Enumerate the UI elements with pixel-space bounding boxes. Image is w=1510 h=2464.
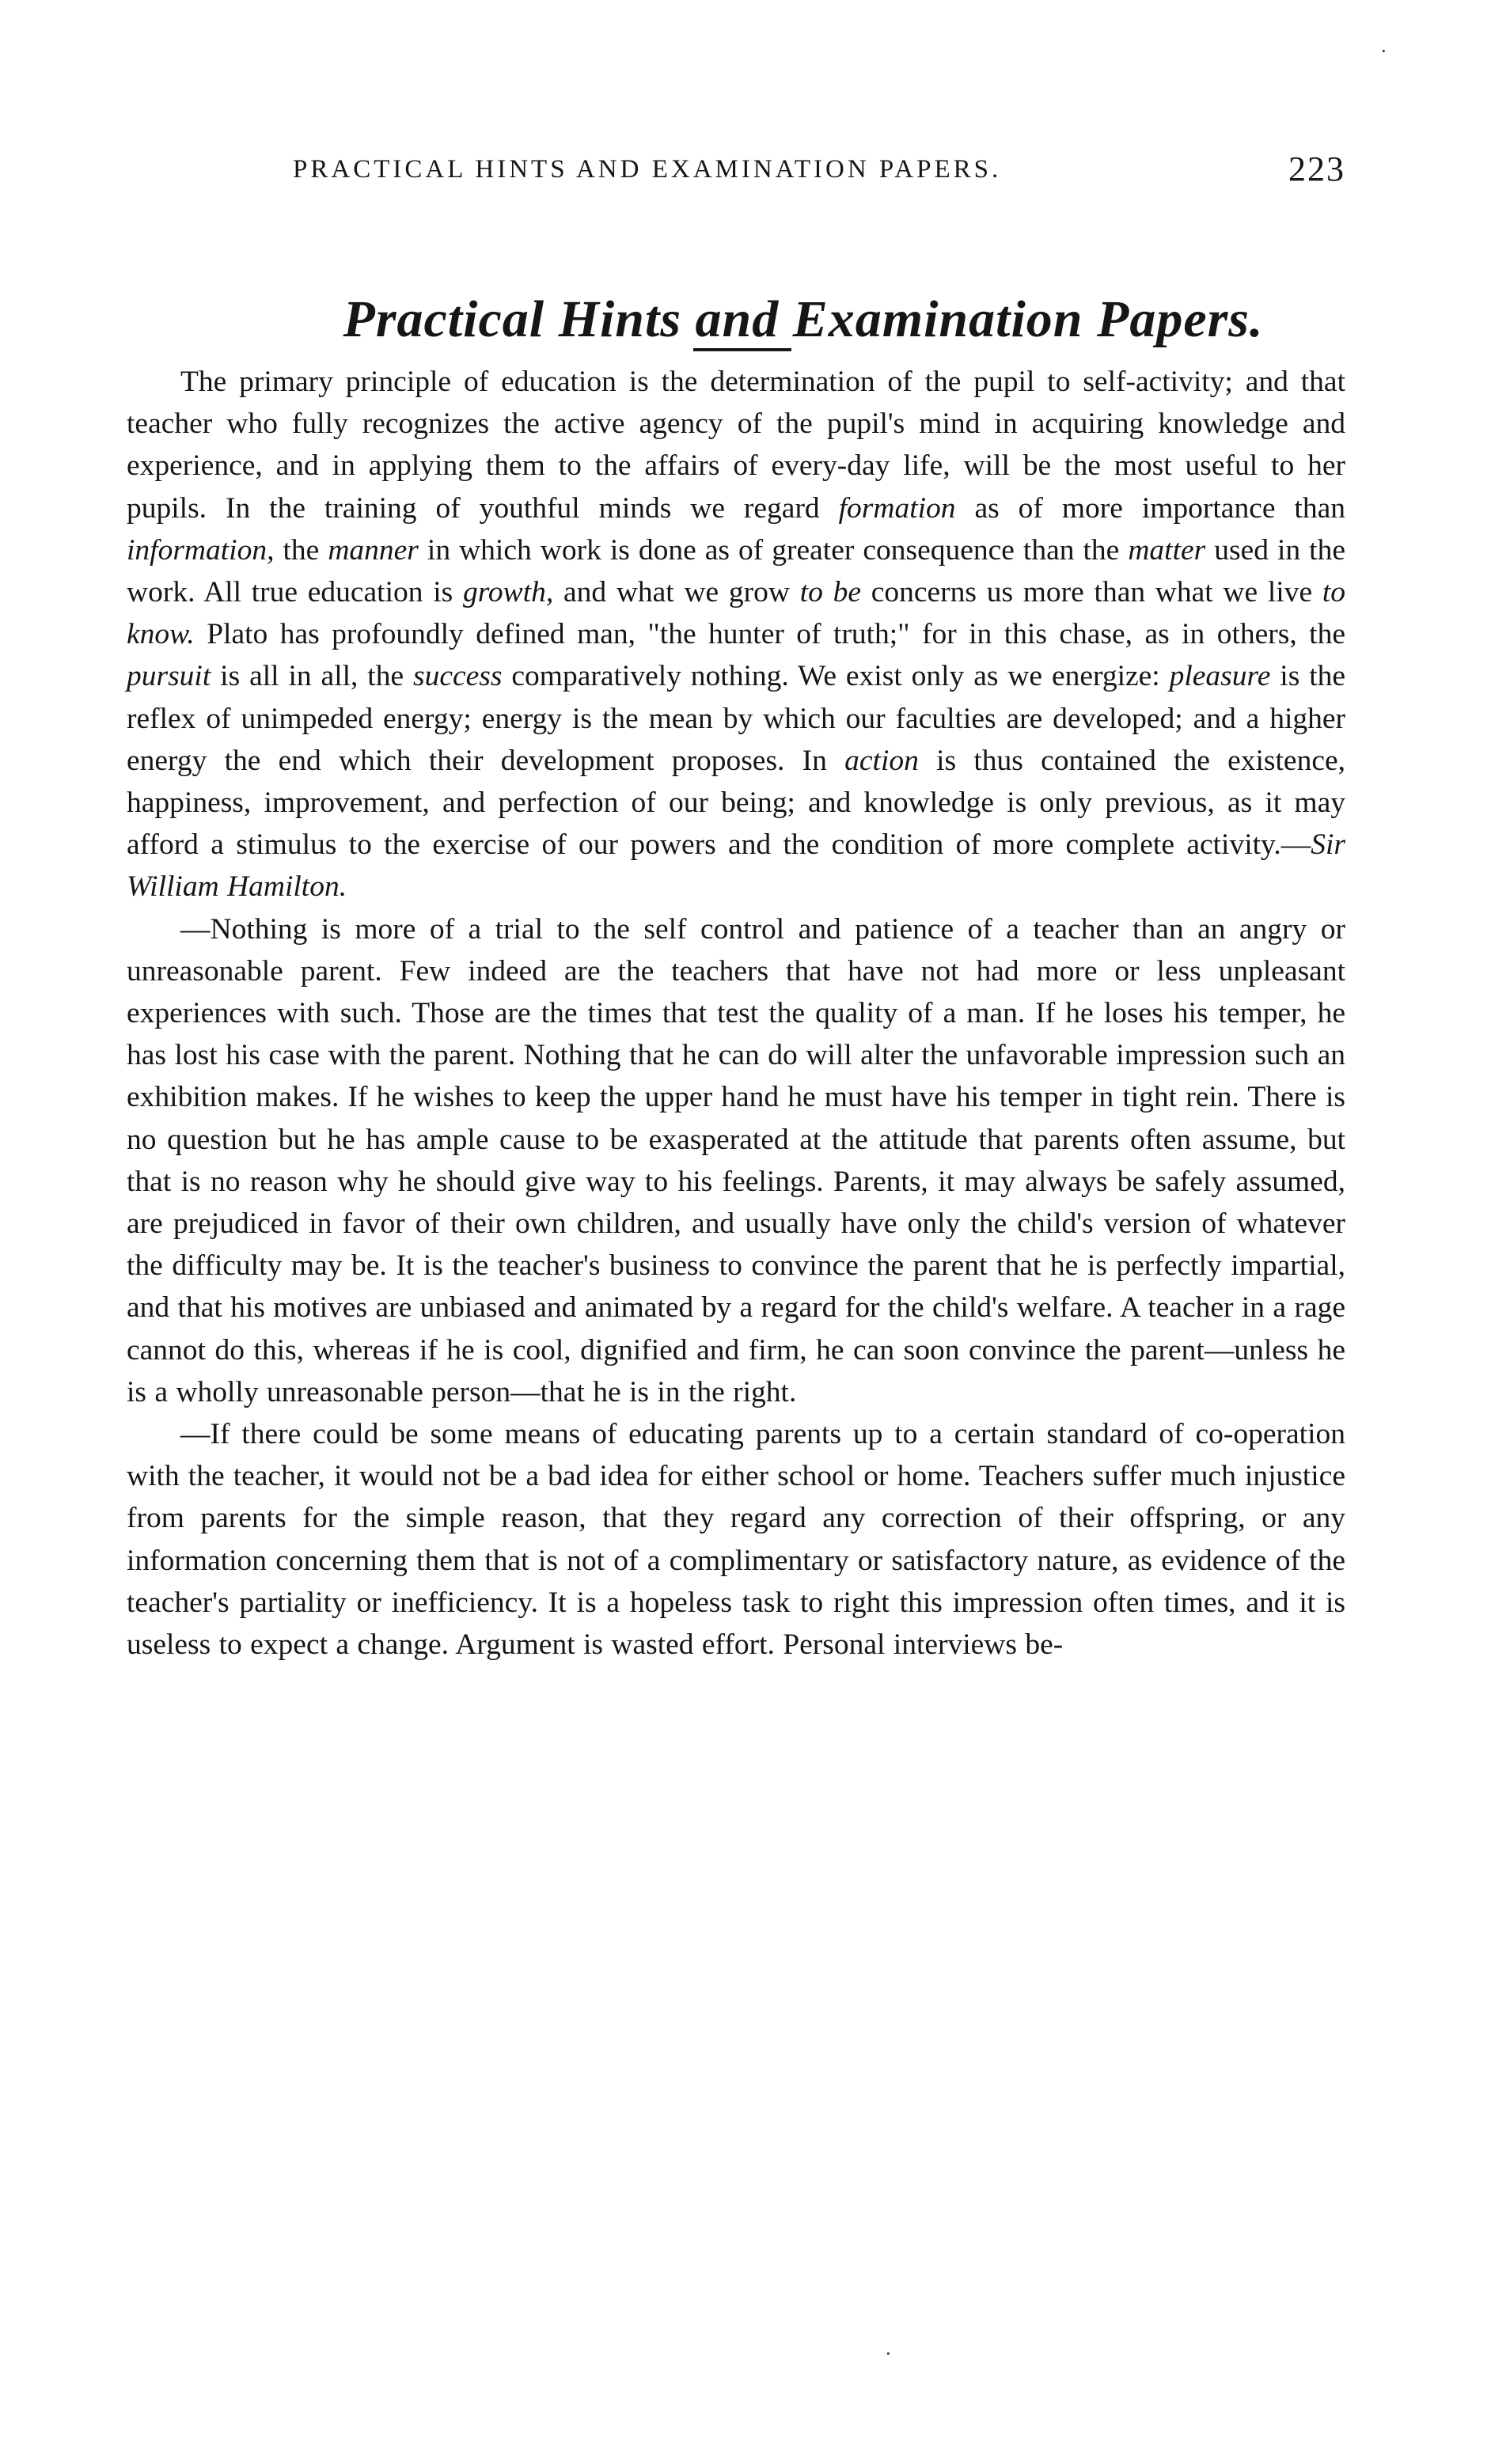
paragraph-educating-parents: —If there could be some means of educating parents up to a certain standard of co-operation with the teacher, it would not be a bad idea for either school or home. Teachers suffer much injustice from parents for the simple reason, that they regard any correction of their offspring, or any information concerning them that is not of a complimentary or satisfactory nature, as evidence of the teacher's partiality or inefficiency. It is a hopeless task to right this impression often times, and it is useless to expect a change. Argument is wasted effort. Personal interviews be- (127, 1418, 1345, 1662)
text-run: concerns us more than what we live (860, 576, 1322, 609)
italic-term: to be (799, 576, 861, 609)
italic-term: growth, (462, 576, 554, 609)
text-run: as of more importance than (955, 491, 1345, 525)
text-run: and what we grow (553, 576, 800, 609)
text-run: Plato has profoundly defined man, "the hunter of truth;" for in this chase, as in others, the (194, 618, 1345, 651)
title-rule (693, 348, 791, 351)
text-column (127, 361, 1345, 1666)
text-run: is thus contained the existence, happiness, improvement, and perfection of our being; and knowledge is only previous, as it may afford a stimulus to the exercise of our powers and the condition of more complete activity.— (127, 744, 1345, 862)
italic-term: matter (1128, 533, 1206, 567)
stray-mark-bottom: · (885, 2342, 892, 2365)
stray-mark-top: · (1380, 40, 1387, 63)
text-run: The primary principle of education is the determination of the pupil to self-activity; and that teacher who fully recognizes the active agency of the pupil's mind in acquiring knowledge and experience, and in applying them to the affairs of every-day life, will be the most useful to her pupils. In the training of youthful minds we regard (127, 366, 1345, 525)
paragraph-angry-parent: —Nothing is more of a trial to the self control and patience of a teacher than an angry or unreasonable parent. Few indeed are the teachers that have not had more or less unpleasant experiences with such. Those are the times that test the quality of a man. If he loses his temper, he has lost his case with the parent. Nothing that he can do will alter the unfavorable impression such an exhibition makes. If he wishes to keep the upper hand he must have his temper in tight rein. There is no question but he has ample cause to be exasperated at the attitude that parents often assume, but that is no reason why he should give way to his feelings. Parents, it may always be safely assumed, are prejudiced in favor of their own children, and usually have only the child's version of whatever the difficulty may be. It is the teacher's business to convince the parent that he is perfectly impartial, and that his motives are unbiased and animated by a regard for the child's welfare. A teacher in a rage cannot do this, whereas if he is cool, dignified and firm, he can soon convince the parent—unless he is a wholly unreasonable person—that he is in the right. (127, 912, 1345, 1408)
text-run: used in the work. All true education is (127, 533, 1345, 609)
italic-term: to know. (127, 576, 1345, 651)
italic-term: action (844, 744, 919, 777)
italic-term: manner (328, 533, 419, 567)
text-run: in which work is done as of greater consequence than the (418, 533, 1129, 567)
paragraph-education-principle (127, 361, 1345, 908)
italic-term: success (413, 660, 503, 693)
section-title: Practical Hints and Examination Papers. (343, 290, 1264, 349)
running-title: PRACTICAL HINTS AND EXAMINATION PAPERS. (293, 155, 1002, 184)
text-run: is the reflex of unimpeded energy; energy is the mean by which our faculties are developed; and a higher energy the end which their development proposes. In (127, 660, 1346, 777)
italic-term: information, (127, 533, 275, 567)
page-number: 223 (1288, 150, 1345, 188)
text-run: is all in all, the (211, 660, 414, 693)
running-head (261, 149, 1345, 196)
italic-term: pursuit (127, 660, 211, 693)
italic-term: formation (838, 491, 956, 525)
attribution: Sir William Hamilton. (127, 828, 1345, 904)
text-run: comparatively nothing. We exist only as we energize: (502, 660, 1170, 693)
italic-term: pleasure (1169, 660, 1271, 693)
text-run: the (274, 533, 328, 567)
